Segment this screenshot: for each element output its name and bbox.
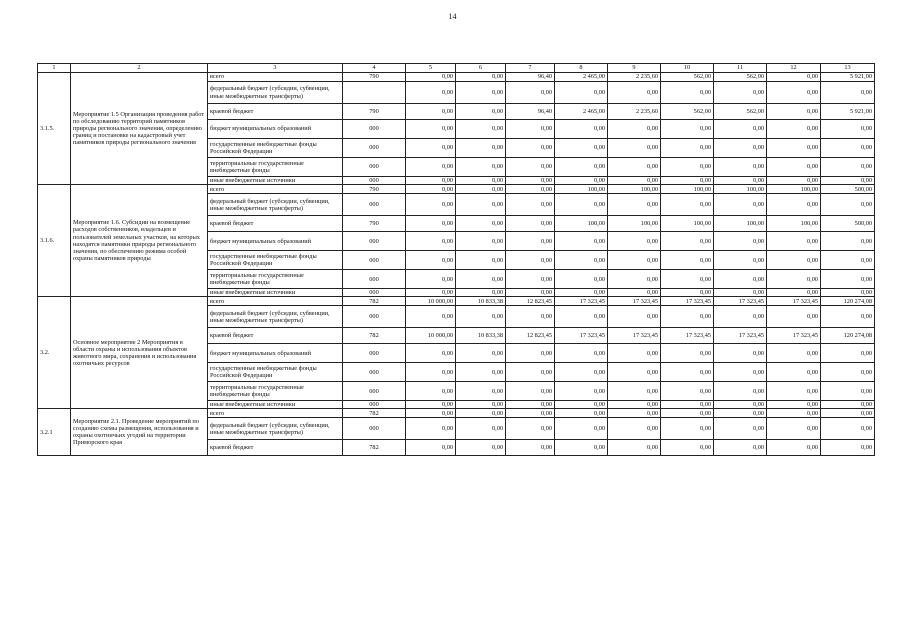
amount-cell: 0,00: [456, 158, 506, 177]
amount-cell: 0,00: [506, 139, 555, 158]
amount-cell: 0,00: [767, 270, 821, 289]
amount-cell: 0,00: [506, 401, 555, 409]
header-cell: 8: [555, 64, 608, 73]
amount-cell: 0,00: [767, 177, 821, 185]
amount-cell: 0,00: [821, 158, 875, 177]
amount-cell: 0,00: [456, 177, 506, 185]
amount-cell: 120 274,08: [821, 297, 875, 306]
amount-cell: 0,00: [555, 232, 608, 251]
amount-cell: 0,00: [406, 194, 456, 216]
amount-cell: 0,00: [506, 440, 555, 456]
amount-cell: 0,00: [456, 306, 506, 328]
page-number: 14: [448, 12, 457, 21]
amount-cell: 0,00: [608, 120, 661, 139]
amount-cell: 0,00: [555, 306, 608, 328]
budget-code: 782: [343, 297, 406, 306]
amount-cell: 17 323,45: [767, 297, 821, 306]
amount-cell: 10 000,00: [406, 328, 456, 344]
amount-cell: 0,00: [456, 185, 506, 194]
amount-cell: 0,00: [406, 344, 456, 363]
funding-source: всего: [208, 297, 343, 306]
table-row: [38, 409, 875, 418]
amount-cell: 0,00: [506, 344, 555, 363]
amount-cell: 0,00: [406, 120, 456, 139]
amount-cell: 0,00: [506, 185, 555, 194]
amount-cell: 0,00: [661, 177, 714, 185]
amount-cell: 0,00: [821, 251, 875, 270]
amount-cell: 0,00: [506, 306, 555, 328]
amount-cell: 0,00: [456, 289, 506, 297]
amount-cell: 0,00: [406, 82, 456, 104]
amount-cell: 0,00: [714, 418, 767, 440]
amount-cell: 0,00: [608, 194, 661, 216]
budget-code: 790: [343, 185, 406, 194]
amount-cell: 0,00: [821, 289, 875, 297]
header-cell: 4: [343, 64, 406, 73]
amount-cell: 0,00: [821, 82, 875, 104]
amount-cell: 0,00: [661, 251, 714, 270]
amount-cell: 0,00: [767, 120, 821, 139]
funding-source: краевой бюджет: [208, 104, 343, 120]
amount-cell: 0,00: [767, 139, 821, 158]
amount-cell: 0,00: [506, 158, 555, 177]
amount-cell: 0,00: [608, 418, 661, 440]
amount-cell: 17 323,45: [555, 328, 608, 344]
funding-source: государственные внебюджетные фонды Российской Федерации: [208, 363, 343, 382]
amount-cell: 0,00: [555, 409, 608, 418]
amount-cell: 17 323,45: [714, 297, 767, 306]
amount-cell: 5 921,00: [821, 104, 875, 120]
amount-cell: 0,00: [406, 139, 456, 158]
amount-cell: 0,00: [608, 270, 661, 289]
amount-cell: 0,00: [406, 216, 456, 232]
amount-cell: 0,00: [456, 120, 506, 139]
budget-code: 000: [343, 232, 406, 251]
amount-cell: 0,00: [406, 177, 456, 185]
amount-cell: 0,00: [406, 401, 456, 409]
header-cell: 9: [608, 64, 661, 73]
amount-cell: 0,00: [767, 158, 821, 177]
amount-cell: 0,00: [506, 232, 555, 251]
amount-cell: 17 323,45: [661, 297, 714, 306]
amount-cell: 0,00: [608, 440, 661, 456]
funding-source: бюджет муниципальных образований: [208, 344, 343, 363]
amount-cell: 0,00: [767, 401, 821, 409]
header-row: [38, 64, 875, 73]
amount-cell: 0,00: [767, 82, 821, 104]
amount-cell: 0,00: [456, 418, 506, 440]
amount-cell: 12 823,45: [506, 328, 555, 344]
amount-cell: 0,00: [456, 251, 506, 270]
header-cell: 5: [406, 64, 456, 73]
amount-cell: 0,00: [661, 194, 714, 216]
amount-cell: 0,00: [406, 251, 456, 270]
amount-cell: 0,00: [821, 344, 875, 363]
funding-source: федеральный бюджет (субсидии, субвенции, иные межбюджетные трансферты): [208, 418, 343, 440]
funding-source: иные внебюджетные источники: [208, 177, 343, 185]
amount-cell: 0,00: [714, 306, 767, 328]
budget-code: 782: [343, 328, 406, 344]
amount-cell: 0,00: [714, 344, 767, 363]
amount-cell: 0,00: [661, 82, 714, 104]
amount-cell: 0,00: [456, 194, 506, 216]
amount-cell: 0,00: [406, 363, 456, 382]
budget-code: 000: [343, 139, 406, 158]
amount-cell: 0,00: [555, 270, 608, 289]
budget-code: 000: [343, 251, 406, 270]
amount-cell: 0,00: [661, 306, 714, 328]
section-name: Мероприятие 1.6. Субсидии на возмещение расходов собственников, владельцев и пользователей земельных участков, на которых находятся памятники природы регионального значения, по обеспечению режима особой охраны памятников природы: [71, 185, 208, 297]
amount-cell: 10 000,00: [406, 297, 456, 306]
amount-cell: 0,00: [661, 289, 714, 297]
amount-cell: 0,00: [767, 344, 821, 363]
amount-cell: 0,00: [821, 139, 875, 158]
amount-cell: 0,00: [406, 306, 456, 328]
amount-cell: 0,00: [821, 409, 875, 418]
amount-cell: 0,00: [406, 418, 456, 440]
amount-cell: 0,00: [821, 194, 875, 216]
amount-cell: 0,00: [608, 289, 661, 297]
amount-cell: 0,00: [608, 382, 661, 401]
amount-cell: 0,00: [555, 289, 608, 297]
header-cell: 3: [208, 64, 343, 73]
amount-cell: 10 833,38: [456, 297, 506, 306]
funding-source: федеральный бюджет (субсидии, субвенции, иные межбюджетные трансферты): [208, 82, 343, 104]
amount-cell: 0,00: [406, 232, 456, 251]
amount-cell: 0,00: [714, 120, 767, 139]
amount-cell: 0,00: [767, 382, 821, 401]
header-cell: 11: [714, 64, 767, 73]
funding-source: бюджет муниципальных образований: [208, 232, 343, 251]
amount-cell: 0,00: [406, 185, 456, 194]
amount-cell: 100,00: [714, 185, 767, 194]
amount-cell: 0,00: [456, 270, 506, 289]
amount-cell: 10 833,38: [456, 328, 506, 344]
amount-cell: 0,00: [406, 73, 456, 82]
table-row: [38, 297, 875, 306]
amount-cell: 0,00: [714, 251, 767, 270]
amount-cell: 562,00: [661, 73, 714, 82]
budget-code: 782: [343, 440, 406, 456]
amount-cell: 0,00: [714, 82, 767, 104]
funding-source: территориальные государственные внебюджетные фонды: [208, 158, 343, 177]
amount-cell: 0,00: [506, 363, 555, 382]
amount-cell: 0,00: [506, 177, 555, 185]
amount-cell: 0,00: [456, 82, 506, 104]
amount-cell: 100,00: [608, 216, 661, 232]
amount-cell: 0,00: [506, 289, 555, 297]
funding-source: краевой бюджет: [208, 328, 343, 344]
amount-cell: 0,00: [821, 306, 875, 328]
amount-cell: 0,00: [555, 251, 608, 270]
amount-cell: 0,00: [767, 440, 821, 456]
amount-cell: 0,00: [406, 158, 456, 177]
amount-cell: 0,00: [821, 177, 875, 185]
amount-cell: 0,00: [767, 306, 821, 328]
amount-cell: 0,00: [767, 73, 821, 82]
amount-cell: 0,00: [456, 409, 506, 418]
amount-cell: 0,00: [608, 409, 661, 418]
amount-cell: 0,00: [661, 232, 714, 251]
amount-cell: 0,00: [608, 251, 661, 270]
amount-cell: 0,00: [555, 382, 608, 401]
amount-cell: 0,00: [506, 382, 555, 401]
section-id: 3.1.6.: [38, 185, 71, 297]
funding-source: иные внебюджетные источники: [208, 401, 343, 409]
amount-cell: 100,00: [555, 185, 608, 194]
funding-source: бюджет муниципальных образований: [208, 120, 343, 139]
amount-cell: 0,00: [821, 440, 875, 456]
amount-cell: 0,00: [821, 401, 875, 409]
budget-code: 000: [343, 306, 406, 328]
section-name: Мероприятие 2.1. Проведение мероприятий по созданию схемы размещения, использования и охраны охотничьих угодий на территории Приморского края: [71, 409, 208, 456]
amount-cell: 0,00: [456, 232, 506, 251]
amount-cell: 0,00: [555, 401, 608, 409]
amount-cell: 0,00: [821, 270, 875, 289]
amount-cell: 2 235,60: [608, 73, 661, 82]
table-row: [38, 185, 875, 194]
amount-cell: 17 323,45: [661, 328, 714, 344]
amount-cell: 0,00: [506, 82, 555, 104]
budget-code: 782: [343, 409, 406, 418]
budget-code: 000: [343, 363, 406, 382]
amount-cell: 0,00: [661, 440, 714, 456]
amount-cell: 0,00: [661, 120, 714, 139]
amount-cell: 0,00: [661, 382, 714, 401]
amount-cell: 2 235,60: [608, 104, 661, 120]
header-cell: 6: [456, 64, 506, 73]
amount-cell: 0,00: [456, 216, 506, 232]
budget-code: [343, 82, 406, 104]
amount-cell: 0,00: [506, 120, 555, 139]
section-name: Мероприятие 1.5 Организация проведения работ по обследованию территорий памятников природы регионального значения, определению границ и постановке на кадастровый учет памятников природы регионального значения: [71, 73, 208, 185]
amount-cell: 100,00: [661, 216, 714, 232]
amount-cell: 100,00: [767, 216, 821, 232]
funding-source: краевой бюджет: [208, 440, 343, 456]
amount-cell: 0,00: [767, 251, 821, 270]
budget-code: 000: [343, 177, 406, 185]
amount-cell: 0,00: [714, 363, 767, 382]
amount-cell: 100,00: [608, 185, 661, 194]
amount-cell: 0,00: [767, 104, 821, 120]
amount-cell: 0,00: [555, 139, 608, 158]
budget-code: 790: [343, 104, 406, 120]
budget-code: 000: [343, 120, 406, 139]
amount-cell: 0,00: [661, 270, 714, 289]
amount-cell: 0,00: [608, 363, 661, 382]
amount-cell: 0,00: [555, 194, 608, 216]
amount-cell: 0,00: [821, 382, 875, 401]
budget-code: 000: [343, 418, 406, 440]
amount-cell: 500,00: [821, 216, 875, 232]
amount-cell: 0,00: [608, 139, 661, 158]
amount-cell: 0,00: [406, 289, 456, 297]
amount-cell: 120 274,08: [821, 328, 875, 344]
section-id: 3.2.: [38, 297, 71, 409]
amount-cell: 0,00: [714, 270, 767, 289]
amount-cell: 17 323,45: [555, 297, 608, 306]
amount-cell: 0,00: [714, 289, 767, 297]
amount-cell: 0,00: [608, 306, 661, 328]
header-cell: 12: [767, 64, 821, 73]
section-id: 3.2.1: [38, 409, 71, 456]
amount-cell: 0,00: [714, 139, 767, 158]
amount-cell: 0,00: [661, 158, 714, 177]
amount-cell: 0,00: [714, 177, 767, 185]
funding-source: всего: [208, 409, 343, 418]
amount-cell: 562,00: [661, 104, 714, 120]
amount-cell: 17 323,45: [767, 328, 821, 344]
amount-cell: 12 823,45: [506, 297, 555, 306]
amount-cell: 0,00: [555, 363, 608, 382]
amount-cell: 0,00: [608, 401, 661, 409]
funding-source: иные внебюджетные источники: [208, 289, 343, 297]
header-cell: 7: [506, 64, 555, 73]
amount-cell: 0,00: [555, 440, 608, 456]
amount-cell: 0,00: [608, 344, 661, 363]
amount-cell: 0,00: [506, 409, 555, 418]
budget-code: 000: [343, 382, 406, 401]
amount-cell: 0,00: [406, 382, 456, 401]
header-cell: 2: [71, 64, 208, 73]
amount-cell: 0,00: [661, 344, 714, 363]
funding-source: территориальные государственные внебюджетные фонды: [208, 382, 343, 401]
amount-cell: 0,00: [456, 363, 506, 382]
amount-cell: 0,00: [406, 409, 456, 418]
amount-cell: 100,00: [767, 185, 821, 194]
header-cell: 10: [661, 64, 714, 73]
amount-cell: 0,00: [767, 289, 821, 297]
funding-source: федеральный бюджет (субсидии, субвенции, иные межбюджетные трансферты): [208, 194, 343, 216]
amount-cell: 0,00: [714, 440, 767, 456]
amount-cell: 100,00: [555, 216, 608, 232]
amount-cell: 0,00: [406, 270, 456, 289]
funding-source: всего: [208, 73, 343, 82]
budget-code: 000: [343, 401, 406, 409]
amount-cell: 0,00: [456, 401, 506, 409]
amount-cell: 500,00: [821, 185, 875, 194]
amount-cell: 0,00: [406, 440, 456, 456]
amount-cell: 0,00: [714, 158, 767, 177]
amount-cell: 0,00: [661, 418, 714, 440]
amount-cell: 100,00: [661, 185, 714, 194]
amount-cell: 0,00: [456, 104, 506, 120]
amount-cell: 562,00: [714, 73, 767, 82]
amount-cell: 0,00: [714, 401, 767, 409]
amount-cell: 0,00: [456, 344, 506, 363]
amount-cell: 0,00: [767, 363, 821, 382]
amount-cell: 0,00: [714, 232, 767, 251]
funding-source: федеральный бюджет (субсидии, субвенции, иные межбюджетные трансферты): [208, 306, 343, 328]
amount-cell: 0,00: [608, 232, 661, 251]
amount-cell: 0,00: [608, 158, 661, 177]
budget-code: 000: [343, 270, 406, 289]
amount-cell: 0,00: [506, 216, 555, 232]
amount-cell: 0,00: [456, 382, 506, 401]
amount-cell: 0,00: [506, 251, 555, 270]
budget-code: 000: [343, 194, 406, 216]
funding-source: краевой бюджет: [208, 216, 343, 232]
amount-cell: 96,40: [506, 73, 555, 82]
amount-cell: 17 323,45: [608, 328, 661, 344]
amount-cell: 0,00: [767, 194, 821, 216]
amount-cell: 0,00: [714, 382, 767, 401]
funding-source: всего: [208, 185, 343, 194]
section-id: 3.1.5.: [38, 73, 71, 185]
funding-source: государственные внебюджетные фонды Российской Федерации: [208, 139, 343, 158]
amount-cell: 0,00: [821, 363, 875, 382]
amount-cell: 0,00: [821, 232, 875, 251]
amount-cell: 0,00: [714, 194, 767, 216]
budget-code: 790: [343, 216, 406, 232]
amount-cell: 0,00: [555, 120, 608, 139]
budget-code: 790: [343, 73, 406, 82]
amount-cell: 17 323,45: [714, 328, 767, 344]
amount-cell: 0,00: [608, 177, 661, 185]
amount-cell: 0,00: [661, 401, 714, 409]
amount-cell: 0,00: [406, 104, 456, 120]
amount-cell: 0,00: [608, 82, 661, 104]
amount-cell: 0,00: [456, 440, 506, 456]
funding-source: территориальные государственные внебюджетные фонды: [208, 270, 343, 289]
header-cell: 13: [821, 64, 875, 73]
amount-cell: 0,00: [821, 418, 875, 440]
amount-cell: 0,00: [821, 120, 875, 139]
amount-cell: 0,00: [661, 409, 714, 418]
amount-cell: 96,40: [506, 104, 555, 120]
amount-cell: 0,00: [767, 418, 821, 440]
amount-cell: 2 465,00: [555, 73, 608, 82]
amount-cell: 17 323,45: [608, 297, 661, 306]
amount-cell: 0,00: [714, 409, 767, 418]
amount-cell: 0,00: [767, 409, 821, 418]
amount-cell: 0,00: [555, 158, 608, 177]
amount-cell: 5 921,00: [821, 73, 875, 82]
budget-table: [37, 63, 875, 456]
amount-cell: 0,00: [506, 418, 555, 440]
funding-source: государственные внебюджетные фонды Российской Федерации: [208, 251, 343, 270]
amount-cell: 562,00: [714, 104, 767, 120]
section-name: Основное мероприятие 2 Мероприятия в области охраны и использования объектов животного мира, сохранения и использования охотничьих ресурсов: [71, 297, 208, 409]
amount-cell: 2 465,00: [555, 104, 608, 120]
amount-cell: 0,00: [456, 73, 506, 82]
amount-cell: 0,00: [767, 232, 821, 251]
amount-cell: 100,00: [714, 216, 767, 232]
amount-cell: 0,00: [555, 344, 608, 363]
budget-code: 000: [343, 158, 406, 177]
amount-cell: 0,00: [555, 82, 608, 104]
amount-cell: 0,00: [661, 139, 714, 158]
table-row: [38, 73, 875, 82]
amount-cell: 0,00: [555, 177, 608, 185]
amount-cell: 0,00: [506, 194, 555, 216]
amount-cell: 0,00: [506, 270, 555, 289]
budget-code: 000: [343, 289, 406, 297]
amount-cell: 0,00: [661, 363, 714, 382]
budget-code: 000: [343, 344, 406, 363]
header-cell: 1: [38, 64, 71, 73]
amount-cell: 0,00: [456, 139, 506, 158]
amount-cell: 0,00: [555, 418, 608, 440]
